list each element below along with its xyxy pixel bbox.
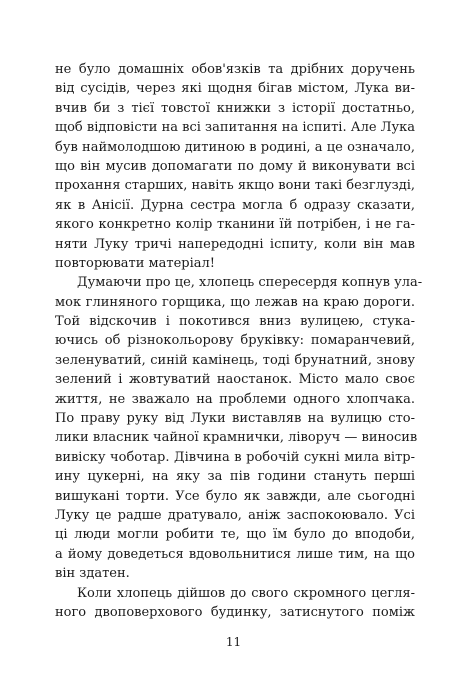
text-line: вивіску чоботар. Дівчина в робочій сукні мила вітр-	[55, 449, 415, 465]
text-line: якого конкретно колір тканини їй потрібен, і не га-	[55, 217, 415, 233]
text-line: життя, не зважало на проблеми одного хлопчака.	[55, 391, 415, 407]
text-line: зелений і жовтуватий наостанок. Місто мало своє	[55, 372, 415, 388]
text-line: не було домашніх обов'язків та дрібних доручень	[55, 62, 415, 77]
text-line: ного двоповерхового будинку, затиснутого поміж	[55, 604, 415, 620]
text-line: вчив би з тієї товстої книжки з історії достатньо,	[55, 100, 415, 116]
text-line: ці люди могли робити те, що їм було до вподоби,	[55, 527, 415, 543]
text-line: щоб відповісти на всі запитання на іспиті. Але Лука	[55, 120, 416, 136]
text-line: що він мусив допомагати по дому й виконувати всі	[55, 158, 415, 174]
text-line: лики власник чайної крамнички, ліворуч — виносив	[55, 430, 418, 446]
page-number: 11	[225, 635, 242, 649]
text-line: По праву руку від Луки виставляв на вулицю сто-	[55, 411, 415, 427]
text-line: був наймолодшою дитиною в родині, а це означало,	[55, 139, 415, 155]
text-line: як в Анісії. Дурна сестра могла б одразу сказати,	[55, 197, 415, 213]
text-line: ину цукерні, на яку за пів години стануть перші	[55, 469, 415, 485]
text-line: няти Луку тричі напередодні іспиту, коли він мав	[55, 236, 415, 252]
text-line: він здатен.	[55, 566, 130, 582]
text-line: Той відскочив і покотився вниз вулицею, стука-	[55, 314, 415, 330]
text-line: Думаючи про це, хлопець спересердя копнув ула-	[77, 275, 423, 291]
text-line: від сусідів, через які щодня бігав містом, Лука ви-	[55, 81, 415, 97]
text-line: Луку це радше дратувало, аніж заспокоювало. Усі	[55, 507, 415, 523]
text-line: зеленуватий, синій камінець, тоді брунатний, знову	[55, 352, 415, 368]
text-line: мок глиняного горщика, що лежав на краю дороги.	[55, 294, 415, 310]
text-line: повторювати матеріал!	[55, 255, 215, 271]
text-line: вишукані торти. Усе було як завжди, але сьогодні	[55, 488, 415, 504]
text-line: прохання старших, навіть якщо вони такі безглузді,	[55, 178, 415, 194]
body-text	[55, 60, 423, 622]
text-line: Коли хлопець дійшов до свого скромного цегля-	[77, 585, 415, 601]
text-line: ючись об різнокольорову бруківку: помаранчевий,	[55, 333, 415, 349]
text-line: а йому доведеться вдовольнитися лише тим, на що	[55, 546, 415, 562]
